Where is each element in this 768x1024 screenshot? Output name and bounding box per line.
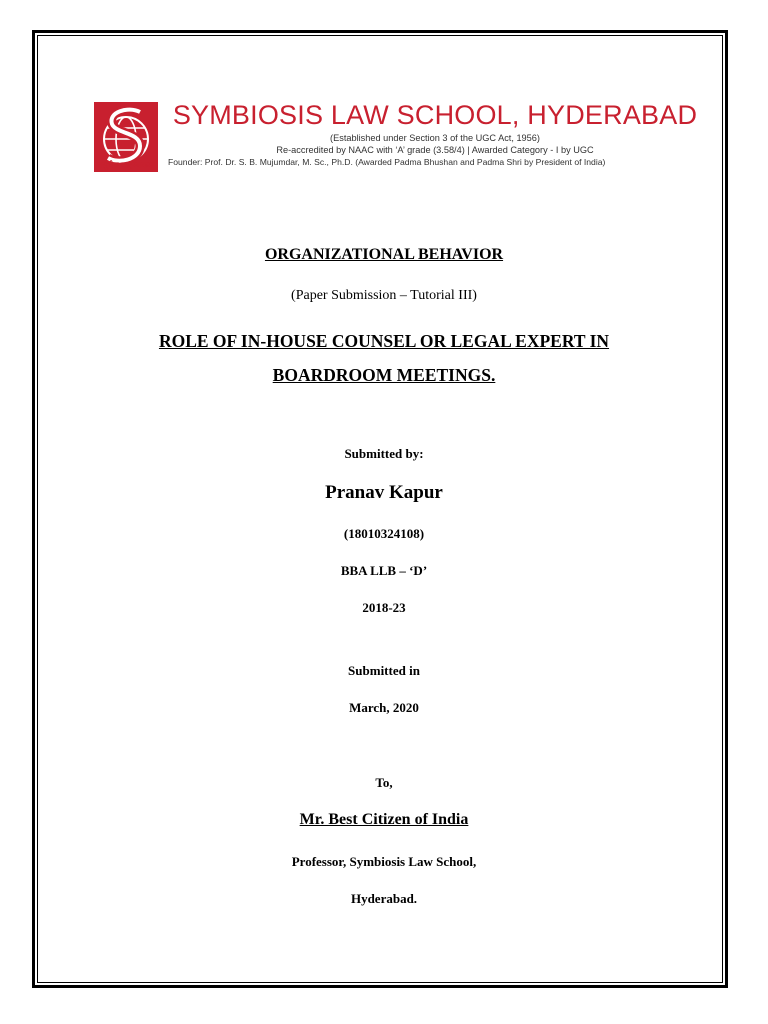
- recipient-title: Professor, Symbiosis Law School,: [291, 854, 477, 869]
- founder-note: Founder: Prof. Dr. S. B. Mujumdar, M. Sc., Ph.D. (Awarded Padma Bhushan and Padma Shri by President of India): [168, 157, 606, 167]
- accreditation-note: Re-accredited by NAAC with ‘A’ grade (3.58/4) | Awarded Category - I by UGC: [276, 145, 594, 155]
- letterhead: [94, 98, 704, 178]
- subject-title: ORGANIZATIONAL BEHAVIOR: [264, 246, 504, 263]
- submission-date: March, 2020: [349, 700, 419, 715]
- paper-title-line-1: ROLE OF IN-HOUSE COUNSEL OR LEGAL EXPERT IN: [158, 331, 610, 351]
- submitted-by-label: Submitted by:: [344, 446, 424, 461]
- established-note: (Established under Section 3 of the UGC Act, 1956): [330, 133, 540, 143]
- school-motto: वसुधैव कुटुम्बकम्: [97, 161, 154, 171]
- batch: 2018-23: [362, 600, 406, 615]
- school-name: SYMBIOSIS LAW SCHOOL, HYDERABAD: [172, 100, 698, 130]
- submission-type: (Paper Submission – Tutorial III): [291, 288, 477, 303]
- submitted-in-label: Submitted in: [348, 663, 420, 678]
- school-info: [170, 98, 700, 168]
- recipient-name: Mr. Best Citizen of India: [299, 811, 469, 828]
- program: BBA LLB – ‘D’: [340, 563, 428, 578]
- author-name: Pranav Kapur: [325, 482, 443, 503]
- paper-title-line-2: BOARDROOM MEETINGS.: [272, 365, 496, 385]
- paper-title: [32, 324, 736, 392]
- recipient-city: Hyderabad.: [350, 891, 418, 906]
- to-label: To,: [375, 775, 393, 790]
- roll-number: (18010324108): [343, 526, 425, 541]
